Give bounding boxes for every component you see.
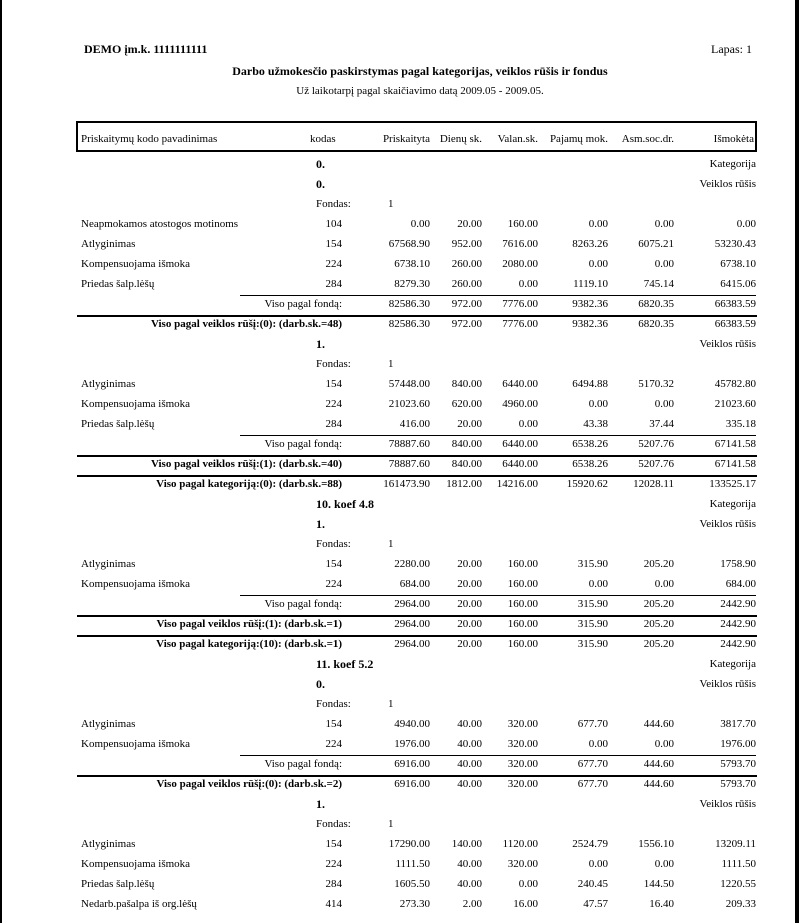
item-code: 154 — [325, 718, 342, 730]
fund-label: Fondas: — [316, 698, 351, 710]
fund-label: Fondas: — [316, 818, 351, 830]
value-cell: 20.00 — [457, 618, 482, 630]
value-cell: 1119.10 — [573, 278, 608, 290]
value-cell: 0.00 — [588, 218, 608, 230]
value-cell: 67568.90 — [388, 238, 430, 250]
activity-code: 0. — [316, 677, 325, 691]
value-cell: 5207.76 — [638, 438, 674, 450]
value-cell: 45782.80 — [714, 378, 756, 390]
value-cell: 840.00 — [451, 378, 482, 390]
value-cell: 5207.76 — [638, 458, 674, 470]
value-cell: 6820.35 — [638, 318, 674, 330]
value-cell: 5793.70 — [720, 778, 756, 790]
value-cell: 444.60 — [643, 758, 674, 770]
value-cell: 43.38 — [583, 418, 608, 430]
value-cell: 8279.30 — [394, 278, 430, 290]
value-cell: 0.00 — [588, 578, 608, 590]
value-cell: 0.00 — [654, 578, 674, 590]
value-cell: 1220.55 — [720, 878, 756, 890]
value-cell: 416.00 — [399, 418, 430, 430]
value-cell: 66383.59 — [714, 298, 756, 310]
value-cell: 17290.00 — [388, 838, 430, 850]
value-cell: 160.00 — [507, 558, 538, 570]
value-cell: 444.60 — [643, 778, 674, 790]
col-header-valan: Valan.sk. — [497, 133, 538, 145]
value-cell: 9382.36 — [572, 298, 608, 310]
value-cell: 315.90 — [577, 638, 608, 650]
value-cell: 972.00 — [451, 298, 482, 310]
value-cell: 6820.35 — [638, 298, 674, 310]
activity-total-label: Viso pagal veiklos rūšį:(0): (darb.sk.=48) — [150, 318, 342, 330]
category-code: 0. — [316, 157, 325, 171]
value-cell: 1120.00 — [502, 838, 538, 850]
value-cell: 2080.00 — [502, 258, 538, 270]
fund-total-rule — [240, 435, 756, 436]
item-name: Priedas šalp.lėšų — [81, 418, 155, 430]
value-cell: 21023.60 — [388, 398, 430, 410]
item-name: Nedarb.pašalpa iš org.lėšų — [81, 898, 197, 910]
value-cell: 205.20 — [643, 598, 674, 610]
value-cell: 40.00 — [457, 718, 482, 730]
value-cell: 13209.11 — [715, 838, 756, 850]
value-cell: 677.70 — [577, 718, 608, 730]
value-cell: 0.00 — [736, 218, 756, 230]
item-code: 224 — [325, 738, 342, 750]
value-cell: 320.00 — [507, 718, 538, 730]
value-cell: 16.00 — [513, 898, 538, 910]
value-cell: 6738.10 — [394, 258, 430, 270]
value-cell: 0.00 — [518, 278, 538, 290]
page-number: Lapas: 1 — [711, 42, 752, 56]
activity-label: Veiklos rūšis — [699, 678, 756, 690]
value-cell: 260.00 — [451, 258, 482, 270]
value-cell: 1976.00 — [394, 738, 430, 750]
report-subtitle: Už laikotarpį pagal skaičiavimo datą 2009.05 - 2009.05. — [296, 85, 544, 97]
value-cell: 315.90 — [577, 618, 608, 630]
item-name: Kompensuojama išmoka — [81, 858, 191, 870]
value-cell: 20.00 — [457, 598, 482, 610]
value-cell: 20.00 — [457, 578, 482, 590]
item-name: Atlyginimas — [81, 558, 136, 570]
value-cell: 6440.00 — [502, 438, 538, 450]
value-cell: 0.00 — [588, 858, 608, 870]
col-header-dienu: Dienų sk. — [439, 133, 482, 145]
value-cell: 67141.58 — [714, 458, 756, 470]
value-cell: 15920.62 — [566, 478, 608, 490]
activity-total-label: Viso pagal veiklos rūšį:(0): (darb.sk.=2) — [156, 778, 342, 790]
value-cell: 0.00 — [654, 858, 674, 870]
value-cell: 160.00 — [507, 598, 538, 610]
value-cell: 2280.00 — [394, 558, 430, 570]
item-name: Kompensuojama išmoka — [81, 738, 191, 750]
value-cell: 209.33 — [725, 898, 756, 910]
value-cell: 6415.06 — [720, 278, 756, 290]
activity-label: Veiklos rūšis — [699, 798, 756, 810]
value-cell: 2524.79 — [572, 838, 608, 850]
value-cell: 0.00 — [588, 398, 608, 410]
item-name: Kompensuojama išmoka — [81, 578, 191, 590]
value-cell: 320.00 — [507, 738, 538, 750]
value-cell: 20.00 — [457, 418, 482, 430]
value-cell: 320.00 — [507, 778, 538, 790]
value-cell: 2964.00 — [394, 598, 430, 610]
value-cell: 315.90 — [577, 558, 608, 570]
value-cell: 0.00 — [654, 738, 674, 750]
item-code: 154 — [325, 558, 342, 570]
fund-value: 1 — [388, 698, 394, 710]
value-cell: 6538.26 — [572, 438, 608, 450]
item-code: 284 — [325, 418, 342, 430]
fund-label: Fondas: — [316, 538, 351, 550]
value-cell: 20.00 — [457, 558, 482, 570]
activity-code: 1. — [316, 517, 325, 531]
value-cell: 140.00 — [451, 838, 482, 850]
value-cell: 66383.59 — [714, 318, 756, 330]
value-cell: 0.00 — [518, 418, 538, 430]
value-cell: 1605.50 — [394, 878, 430, 890]
value-cell: 160.00 — [507, 618, 538, 630]
category-label: Kategorija — [709, 158, 756, 170]
item-code: 224 — [325, 578, 342, 590]
item-name: Atlyginimas — [81, 378, 136, 390]
value-cell: 335.18 — [725, 418, 756, 430]
fund-value: 1 — [388, 538, 394, 550]
item-code: 154 — [325, 238, 342, 250]
value-cell: 160.00 — [507, 218, 538, 230]
value-cell: 7776.00 — [502, 318, 538, 330]
value-cell: 620.00 — [451, 398, 482, 410]
value-cell: 6494.88 — [572, 378, 608, 390]
value-cell: 2442.90 — [720, 618, 756, 630]
value-cell: 6738.10 — [720, 258, 756, 270]
value-cell: 684.00 — [399, 578, 430, 590]
col-header-asm: Asm.soc.dr. — [621, 133, 674, 145]
value-cell: 1111.50 — [721, 858, 756, 870]
value-cell: 4940.00 — [394, 718, 430, 730]
value-cell: 78887.60 — [388, 458, 430, 470]
value-cell: 82586.30 — [388, 318, 430, 330]
value-cell: 0.00 — [410, 218, 430, 230]
item-code: 414 — [325, 898, 342, 910]
value-cell: 677.70 — [577, 778, 608, 790]
category-code: 11. koef 5.2 — [316, 657, 374, 671]
value-cell: 1111.50 — [395, 858, 430, 870]
item-code: 224 — [325, 398, 342, 410]
item-name: Atlyginimas — [81, 238, 136, 250]
value-cell: 16.40 — [649, 898, 674, 910]
value-cell: 53230.43 — [714, 238, 756, 250]
value-cell: 840.00 — [451, 438, 482, 450]
fund-total-rule — [240, 595, 756, 596]
value-cell: 40.00 — [457, 758, 482, 770]
fund-total-label: Viso pagal fondą: — [264, 298, 342, 310]
activity-label: Veiklos rūšis — [699, 178, 756, 190]
value-cell: 6075.21 — [638, 238, 674, 250]
item-name: Atlyginimas — [81, 838, 136, 850]
activity-label: Veiklos rūšis — [699, 338, 756, 350]
value-cell: 160.00 — [507, 578, 538, 590]
value-cell: 840.00 — [451, 458, 482, 470]
value-cell: 78887.60 — [388, 438, 430, 450]
value-cell: 0.00 — [654, 218, 674, 230]
value-cell: 0.00 — [654, 258, 674, 270]
value-cell: 320.00 — [507, 858, 538, 870]
value-cell: 0.00 — [654, 398, 674, 410]
value-cell: 972.00 — [451, 318, 482, 330]
value-cell: 684.00 — [725, 578, 756, 590]
fund-label: Fondas: — [316, 198, 351, 210]
col-header-name: Priskaitymų kodo pavadinimas — [81, 133, 218, 145]
value-cell: 444.60 — [643, 718, 674, 730]
fund-total-label: Viso pagal fondą: — [264, 438, 342, 450]
category-label: Kategorija — [709, 658, 756, 670]
item-name: Kompensuojama išmoka — [81, 258, 191, 270]
company-header: DEMO įm.k. 1111111111 — [84, 42, 208, 56]
value-cell: 6440.00 — [502, 378, 538, 390]
activity-code: 0. — [316, 177, 325, 191]
value-cell: 12028.11 — [633, 478, 674, 490]
value-cell: 5170.32 — [638, 378, 674, 390]
value-cell: 37.44 — [649, 418, 674, 430]
value-cell: 67141.58 — [714, 438, 756, 450]
value-cell: 205.20 — [643, 558, 674, 570]
col-header-priskaityta: Priskaityta — [382, 133, 430, 145]
value-cell: 260.00 — [451, 278, 482, 290]
value-cell: 161473.90 — [383, 478, 430, 490]
col-header-ismoketa: Išmokėta — [713, 133, 754, 145]
value-cell: 144.50 — [643, 878, 674, 890]
fund-total-label: Viso pagal fondą: — [264, 598, 342, 610]
value-cell: 57448.00 — [388, 378, 430, 390]
value-cell: 273.30 — [399, 898, 430, 910]
value-cell: 20.00 — [457, 638, 482, 650]
activity-code: 1. — [316, 797, 325, 811]
value-cell: 5793.70 — [720, 758, 756, 770]
value-cell: 7776.00 — [502, 298, 538, 310]
item-code: 154 — [325, 378, 342, 390]
category-total-label: Viso pagal kategoriją:(10): (darb.sk.=1) — [156, 638, 342, 650]
value-cell: 4960.00 — [502, 398, 538, 410]
category-total-label: Viso pagal kategoriją:(0): (darb.sk.=88) — [156, 478, 342, 490]
value-cell: 9382.36 — [572, 318, 608, 330]
value-cell: 6440.00 — [502, 458, 538, 470]
value-cell: 20.00 — [457, 218, 482, 230]
value-cell: 2964.00 — [394, 618, 430, 630]
value-cell: 8263.26 — [572, 238, 608, 250]
fund-label: Fondas: — [316, 358, 351, 370]
activity-total-label: Viso pagal veiklos rūšį:(1): (darb.sk.=40) — [150, 458, 342, 470]
item-code: 224 — [325, 858, 342, 870]
value-cell: 40.00 — [457, 878, 482, 890]
value-cell: 7616.00 — [502, 238, 538, 250]
fund-total-rule — [240, 295, 756, 296]
value-cell: 0.00 — [518, 878, 538, 890]
activity-code: 1. — [316, 337, 325, 351]
item-code: 104 — [325, 218, 342, 230]
value-cell: 2442.90 — [720, 638, 756, 650]
value-cell: 133525.17 — [709, 478, 756, 490]
value-cell: 40.00 — [457, 738, 482, 750]
item-code: 284 — [325, 278, 342, 290]
value-cell: 3817.70 — [720, 718, 756, 730]
value-cell: 6916.00 — [394, 778, 430, 790]
value-cell: 240.45 — [577, 878, 608, 890]
item-code: 154 — [325, 838, 342, 850]
report-title: Darbo užmokesčio paskirstymas pagal kategorijas, veiklos rūšis ir fondus — [232, 64, 608, 78]
category-code: 10. koef 4.8 — [316, 497, 374, 511]
category-label: Kategorija — [709, 498, 756, 510]
activity-label: Veiklos rūšis — [699, 518, 756, 530]
fund-value: 1 — [388, 818, 394, 830]
value-cell: 14216.00 — [496, 478, 538, 490]
value-cell: 205.20 — [643, 638, 674, 650]
value-cell: 320.00 — [507, 758, 538, 770]
value-cell: 2.00 — [462, 898, 482, 910]
value-cell: 315.90 — [577, 598, 608, 610]
value-cell: 47.57 — [583, 898, 608, 910]
value-cell: 1556.10 — [638, 838, 674, 850]
value-cell: 0.00 — [588, 258, 608, 270]
value-cell: 1976.00 — [720, 738, 756, 750]
value-cell: 952.00 — [451, 238, 482, 250]
item-name: Atlyginimas — [81, 718, 136, 730]
col-header-pajamu: Pajamų mok. — [549, 133, 608, 145]
col-header-kodas: kodas — [310, 133, 336, 145]
value-cell: 205.20 — [643, 618, 674, 630]
value-cell: 1758.90 — [720, 558, 756, 570]
fund-total-label: Viso pagal fondą: — [264, 758, 342, 770]
value-cell: 1812.00 — [446, 478, 482, 490]
item-name: Priedas šalp.lėšų — [81, 278, 155, 290]
value-cell: 745.14 — [643, 278, 674, 290]
value-cell: 40.00 — [457, 778, 482, 790]
item-code: 284 — [325, 878, 342, 890]
value-cell: 0.00 — [588, 738, 608, 750]
value-cell: 2964.00 — [394, 638, 430, 650]
value-cell: 677.70 — [577, 758, 608, 770]
fund-total-rule — [240, 755, 756, 756]
value-cell: 160.00 — [507, 638, 538, 650]
value-cell: 6916.00 — [394, 758, 430, 770]
item-name: Kompensuojama išmoka — [81, 398, 191, 410]
item-name: Priedas šalp.lėšų — [81, 878, 155, 890]
value-cell: 40.00 — [457, 858, 482, 870]
activity-total-label: Viso pagal veiklos rūšį:(1): (darb.sk.=1) — [156, 618, 342, 630]
item-name: Neapmokamos atostogos motinoms — [81, 218, 239, 230]
value-cell: 21023.60 — [714, 398, 756, 410]
value-cell: 82586.30 — [388, 298, 430, 310]
fund-value: 1 — [388, 358, 394, 370]
fund-value: 1 — [388, 198, 394, 210]
value-cell: 6538.26 — [572, 458, 608, 470]
item-code: 224 — [325, 258, 342, 270]
value-cell: 2442.90 — [720, 598, 756, 610]
